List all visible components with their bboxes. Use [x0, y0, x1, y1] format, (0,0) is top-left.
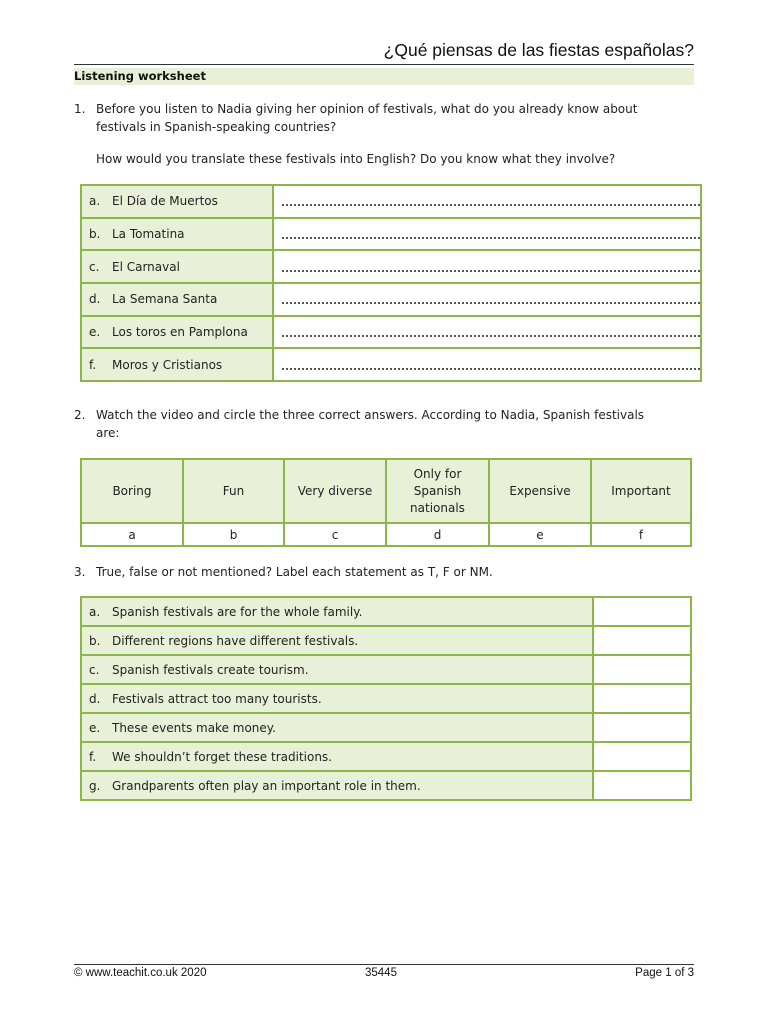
- options-header-row: [81, 459, 691, 523]
- festival-label-cell: [81, 185, 273, 218]
- row-letter: b.: [89, 633, 101, 648]
- question-2: [74, 406, 694, 446]
- dotted-answer-line: [282, 368, 700, 370]
- dotted-answer-line: [282, 335, 700, 337]
- option-text: Boring: [112, 483, 152, 498]
- row-letter: f.: [89, 749, 97, 764]
- statement-cell: [81, 742, 593, 771]
- row-letter: a.: [89, 194, 101, 209]
- option-text: Fun: [222, 483, 245, 498]
- question-text-line2: are:: [96, 426, 120, 440]
- festival-translation-table: [80, 184, 702, 382]
- option-text: Expensive: [509, 483, 571, 498]
- row-letter: a.: [89, 604, 101, 619]
- answer-box[interactable]: [593, 597, 691, 626]
- table-row: [81, 218, 701, 251]
- table-row: [81, 597, 691, 626]
- option-letter[interactable]: f: [591, 523, 691, 546]
- answer-box[interactable]: [593, 771, 691, 800]
- row-letter: b.: [89, 227, 101, 242]
- question-text-line1: True, false or not mentioned? Label each statement as T, F or NM.: [96, 565, 493, 579]
- answer-box[interactable]: [593, 626, 691, 655]
- statement-cell: [81, 597, 593, 626]
- true-false-table: [80, 596, 692, 801]
- dotted-answer-line: [282, 302, 700, 304]
- festival-name: El Día de Muertos: [112, 194, 218, 209]
- table-row: [81, 250, 701, 283]
- festival-name: Los toros en Pamplona: [112, 325, 248, 340]
- question-text-line2: festivals in Spanish-speaking countries?: [96, 120, 337, 134]
- statement-text: Spanish festivals are for the whole family.: [112, 604, 363, 619]
- footer-page-number: Page 1 of 3: [635, 967, 694, 979]
- answer-line-cell[interactable]: [273, 250, 701, 283]
- question-1-prompt: How would you translate these festivals into English? Do you know what they involve?: [96, 152, 616, 166]
- table-row: [81, 684, 691, 713]
- option-text: Very diverse: [297, 483, 373, 498]
- option-letter[interactable]: b: [183, 523, 284, 546]
- answer-line-cell[interactable]: [273, 348, 701, 381]
- table-row: [81, 742, 691, 771]
- question-text-line1: Watch the video and circle the three correct answers. According to Nadia, Spanish festivals: [96, 408, 645, 422]
- question-number: 2.: [74, 408, 86, 422]
- opinion-options-table: [80, 458, 692, 547]
- festival-label-cell: [81, 283, 273, 316]
- question-1: [74, 100, 694, 140]
- option-letter[interactable]: c: [284, 523, 386, 546]
- table-row: [81, 713, 691, 742]
- table-row: [81, 348, 701, 381]
- option-expensive[interactable]: [489, 459, 591, 523]
- option-letter[interactable]: a: [81, 523, 183, 546]
- answer-line-cell[interactable]: [273, 316, 701, 349]
- festival-name: Moros y Cristianos: [112, 357, 223, 372]
- table-row: [81, 771, 691, 800]
- answer-line-cell[interactable]: [273, 283, 701, 316]
- statement-text: These events make money.: [112, 720, 276, 735]
- dotted-answer-line: [282, 237, 700, 239]
- option-fun[interactable]: [183, 459, 284, 523]
- option-only-for-spanish-nationals[interactable]: [386, 459, 489, 523]
- footer-copyright: © www.teachit.co.uk 2020: [74, 967, 207, 979]
- statement-text: Festivals attract too many tourists.: [112, 691, 322, 706]
- festival-label-cell: [81, 316, 273, 349]
- statement-cell: [81, 626, 593, 655]
- option-letter[interactable]: d: [386, 523, 489, 546]
- answer-line-cell[interactable]: [273, 185, 701, 218]
- table-row: [81, 185, 701, 218]
- festival-name: La Semana Santa: [112, 292, 218, 307]
- option-very-diverse[interactable]: [284, 459, 386, 523]
- answer-box[interactable]: [593, 742, 691, 771]
- dotted-answer-line: [282, 270, 700, 272]
- page-title: ¿Qué piensas de las fiestas españolas?: [74, 40, 694, 65]
- row-letter: c.: [89, 662, 100, 677]
- option-important[interactable]: [591, 459, 691, 523]
- section-subheading: [74, 68, 694, 85]
- dotted-answer-line: [282, 204, 700, 206]
- festival-label-cell: [81, 218, 273, 251]
- question-number: 3.: [74, 565, 86, 579]
- question-text-line1: Before you listen to Nadia giving her opinion of festivals, what do you already know about: [96, 102, 638, 116]
- statement-cell: [81, 713, 593, 742]
- statement-cell: [81, 684, 593, 713]
- festival-name: La Tomatina: [112, 227, 185, 242]
- row-letter: e.: [89, 325, 101, 340]
- option-text: Important: [611, 483, 671, 498]
- statement-text: Grandparents often play an important role in them.: [112, 778, 421, 793]
- festival-label-cell: [81, 348, 273, 381]
- table-row: [81, 283, 701, 316]
- option-text-line1: Only for: [413, 466, 462, 481]
- answer-box[interactable]: [593, 655, 691, 684]
- festival-label-cell: [81, 250, 273, 283]
- row-letter: c.: [89, 259, 100, 274]
- statement-text: Different regions have different festivals.: [112, 633, 359, 648]
- statement-cell: [81, 655, 593, 684]
- row-letter: d.: [89, 292, 101, 307]
- page-footer: [74, 964, 694, 983]
- statement-text: We shouldn’t forget these traditions.: [112, 749, 333, 764]
- footer-resource-code: 35445: [365, 967, 397, 979]
- question-number: 1.: [74, 102, 86, 116]
- answer-box[interactable]: [593, 684, 691, 713]
- festival-name: El Carnaval: [112, 259, 180, 274]
- row-letter: f.: [89, 357, 97, 372]
- answer-box[interactable]: [593, 713, 691, 742]
- subheading-text: Listening worksheet: [74, 69, 206, 83]
- answer-line-cell[interactable]: [273, 218, 701, 251]
- table-row: [81, 655, 691, 684]
- question-3: [74, 563, 694, 581]
- option-letter[interactable]: e: [489, 523, 591, 546]
- option-boring[interactable]: [81, 459, 183, 523]
- options-letter-row: [81, 523, 691, 546]
- row-letter: g.: [89, 778, 101, 793]
- option-text-line3: nationals: [410, 500, 465, 515]
- table-row: [81, 626, 691, 655]
- statement-cell: [81, 771, 593, 800]
- option-text-line2: Spanish: [413, 483, 462, 498]
- row-letter: e.: [89, 720, 101, 735]
- statement-text: Spanish festivals create tourism.: [112, 662, 309, 677]
- row-letter: d.: [89, 691, 101, 706]
- table-row: [81, 316, 701, 349]
